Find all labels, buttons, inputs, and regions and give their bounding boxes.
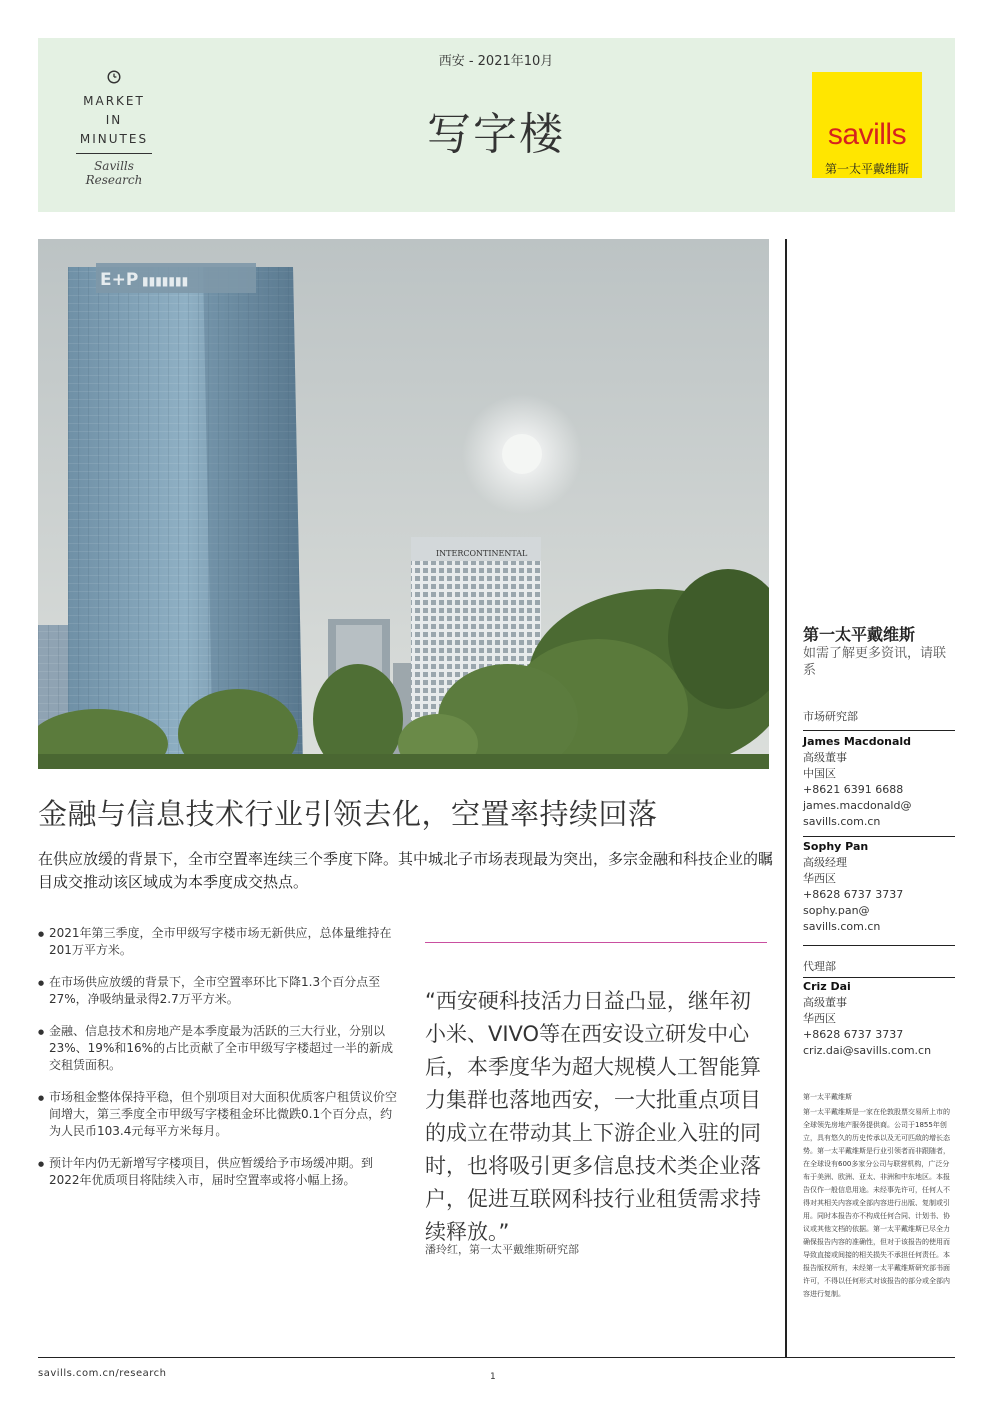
sidebar-contact-prompt: 如需了解更多资讯，请联系	[803, 646, 947, 678]
logo-line-market: MARKET	[83, 94, 145, 108]
contact-divider	[803, 836, 955, 837]
contact-card	[803, 734, 955, 830]
contact-card	[803, 979, 955, 1059]
quote-divider	[425, 942, 767, 943]
contact-title: 高级经理	[803, 856, 847, 869]
contact-name: James Macdonald	[803, 735, 912, 748]
contact-phone: +8628 6737 3737	[803, 1028, 904, 1041]
pull-quote: “西安硬科技活力日益凸显，继年初小米、VIVO等在西安设立研发中心后，本季度华为超大规模人工智能算力集群也落地西安，一大批重点项目的成立在带动其上下游企业入驻的同时，也将吸引更多信息技术类企业落户，促进互联网科技行业租赁需求持续释放。”	[425, 989, 761, 1244]
svg-text:▮▮▮▮▮▮▮: ▮▮▮▮▮▮▮	[142, 274, 189, 288]
key-point: ● 2021年第三季度，全市甲级写字楼市场无新供应，总体量维持在201万平方米。	[38, 925, 398, 959]
contact-email[interactable]: sophy.pan@	[803, 904, 870, 917]
savills-logo	[812, 72, 922, 178]
dateline: 西安 - 2021年10月	[438, 54, 554, 69]
contact-name: Criz Dai	[803, 980, 851, 993]
savills-logo-chinese: 第一太平戴维斯	[824, 162, 909, 176]
clock-icon	[107, 70, 121, 84]
key-point: ● 金融、信息技术和房地产是本季度最为活跃的三大行业，分别以23%、19%和16%的占比贡献了全市甲级写字楼超过一半的新成交租赁面积。	[38, 1023, 398, 1074]
savills-logo-word: savills	[827, 118, 907, 151]
contact-divider	[803, 977, 955, 978]
svg-text:E+P: E+P	[100, 270, 139, 290]
key-points-list	[38, 925, 398, 1204]
disclaimer	[803, 1091, 955, 1301]
contact-email[interactable]: criz.dai@savills.com.cn	[803, 1044, 932, 1057]
page-number: 1	[490, 1372, 496, 1382]
contact-region: 华西区	[803, 1012, 836, 1025]
contact-phone: +8628 6737 3737	[803, 888, 904, 901]
contact-name: Sophy Pan	[803, 840, 869, 853]
dept-research-label: 市场研究部	[803, 710, 858, 723]
article-lead: 在供应放缓的背景下，全市空置率连续三个季度下降。其中城北子市场表现最为突出，多宗金融和科技企业的瞩目成交推动该区域成为本季度成交热点。	[38, 850, 774, 891]
dept-agency-label: 代理部	[803, 960, 836, 973]
article-headline: 金融与信息技术行业引领去化，空置率持续回落	[38, 797, 658, 831]
key-point: ● 预计年内仍无新增写字楼项目，供应暂缓给予市场缓冲期。到2022年优质项目将陆续入市，届时空置率或将小幅上扬。	[38, 1155, 398, 1189]
contact-card	[803, 839, 955, 935]
contact-divider	[803, 945, 955, 946]
cover-photo-illustration	[38, 239, 769, 769]
key-point: ● 市场租金整体保持平稳，但个别项目对大面积优质客户租赁议价空间增大，第三季度全市甲级写字楼租金环比微跌0.1个百分点，约为人民币103.4元每平方米每月。	[38, 1089, 398, 1140]
key-point: ● 在市场供应放缓的背景下，全市空置率环比下降1.3个百分点至27%，净吸纳量录得2.7万平方米。	[38, 974, 398, 1008]
contact-email-domain[interactable]: savills.com.cn	[803, 920, 881, 933]
sidebar-brand: 第一太平戴维斯	[803, 625, 916, 644]
contact-email-domain[interactable]: savills.com.cn	[803, 815, 881, 828]
contact-region: 华西区	[803, 872, 836, 885]
contact-title: 高级董事	[803, 751, 847, 764]
contact-title: 高级董事	[803, 996, 847, 1009]
column-divider	[785, 239, 787, 1357]
cover-photo	[38, 239, 769, 769]
contact-phone: +8621 6391 6688	[803, 783, 904, 796]
logo-subtitle: Savills Research	[85, 159, 143, 187]
footer-url[interactable]: savills.com.cn/research	[38, 1368, 167, 1379]
disclaimer-title: 第一太平戴维斯	[803, 1093, 852, 1101]
footer-divider	[38, 1357, 955, 1358]
hotel-sign: INTERCONTINENTAL	[436, 549, 528, 558]
contact-divider	[803, 730, 955, 731]
quote-attribution: 潘玲红，第一太平戴维斯研究部	[425, 1243, 579, 1256]
logo-line-in: IN	[105, 113, 123, 127]
logo-line-minutes: MINUTES	[79, 132, 149, 146]
page-title: 写字楼	[427, 109, 565, 160]
contact-email[interactable]: james.macdonald@	[803, 799, 912, 812]
contact-region: 中国区	[803, 767, 836, 780]
disclaimer-text: 第一太平戴维斯是一家在伦敦股票交易所上市的全球领先房地产服务提供商。公司于1855年创立，具有悠久的历史传承以及无可匹敌的增长态势。第一太平戴维斯是行业引领者而非跟随者，在全球设有600多家分公司与联营机构，广泛分布于美洲、欧洲、亚太、非洲和中东地区。本报告仅作一般信息用途。未经事先许可，任何人不得对其相关内容或全部内容进行出版、复制或引用。同时本报告亦不构成任何合同、计划书、协议或其他文档的依据。第一太平戴维斯已尽全力确保报告内容的准确性，但对于该报告的使用而导致直接或间接的相关损失不承担任何责任。本报告版权所有，未经第一太平戴维斯研究部书面许可，不得以任何形式对该报告的部分或全部内容进行复制。	[803, 1108, 950, 1298]
